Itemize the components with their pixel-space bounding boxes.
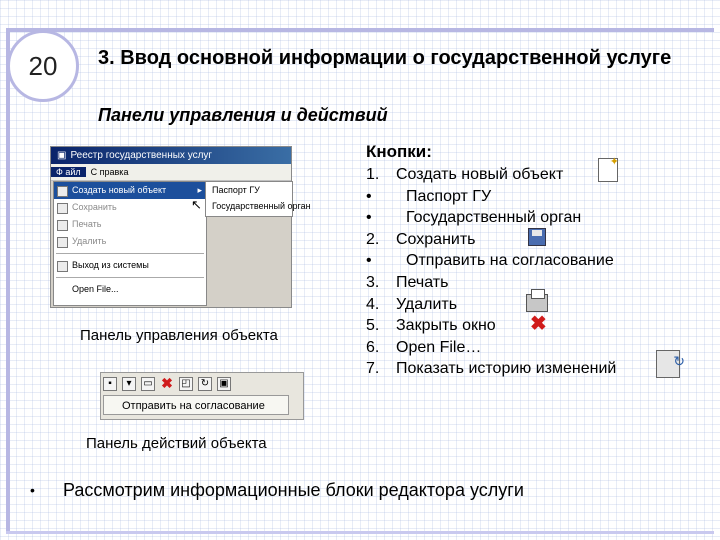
buttons-list — [366, 164, 616, 380]
list-marker: 3. — [366, 273, 380, 291]
action-panel-caption: Панель действий объекта — [86, 435, 267, 452]
print-icon — [526, 294, 548, 312]
control-panel-caption: Панель управления объекта — [80, 327, 278, 344]
mouse-cursor-icon: ↖ — [191, 197, 202, 212]
menu-item-label: Удалить — [72, 236, 107, 246]
menu-separator — [56, 277, 204, 278]
open-file-icon[interactable]: ◰ — [179, 377, 193, 391]
action-toolbar — [103, 376, 231, 392]
save-icon — [57, 203, 68, 214]
new-object-icon — [598, 158, 618, 182]
print-icon[interactable]: ▭ — [141, 377, 155, 391]
menu-separator — [56, 253, 204, 254]
menu-item-save[interactable] — [54, 199, 206, 216]
history-icon — [656, 350, 680, 378]
menu-bar — [51, 164, 291, 181]
list-marker: 1. — [366, 166, 380, 183]
list-item — [366, 358, 616, 380]
menu-item-label: Выход из системы — [72, 260, 149, 270]
list-marker: 2. — [366, 230, 380, 248]
slide-frame-left — [6, 28, 10, 532]
list-marker: • — [366, 252, 372, 270]
list-item-label: Open File… — [396, 338, 482, 356]
list-marker: 5. — [366, 317, 380, 335]
menu-item-label: Создать новый объект — [72, 185, 167, 195]
window-icon: ▣ — [57, 150, 67, 161]
submenu-item-passport[interactable]: Паспорт ГУ — [212, 185, 260, 195]
menu-item-delete[interactable] — [54, 233, 206, 250]
save-icon[interactable]: ▪ — [103, 377, 117, 391]
list-marker: 7. — [366, 360, 380, 378]
menu-item-label: Open File... — [72, 284, 119, 294]
list-item-label: Отправить на согласование — [406, 252, 614, 270]
window-title-bar — [51, 147, 291, 164]
list-item — [366, 164, 616, 186]
slide-frame-top — [6, 28, 714, 32]
list-item — [366, 250, 616, 272]
list-item — [366, 272, 616, 294]
menu-item-label: Печать — [72, 219, 102, 229]
list-marker: • — [366, 187, 372, 205]
list-item-label: Закрыть окно — [396, 317, 496, 335]
list-item — [366, 186, 616, 208]
list-item-label: Паспорт ГУ — [406, 187, 492, 205]
list-item-label: Сохранить — [396, 230, 476, 248]
menu-item-create-new[interactable] — [54, 182, 206, 199]
list-marker: • — [366, 209, 372, 227]
slide-subtitle: Панели управления и действий — [98, 105, 388, 125]
submenu-item-gov-body[interactable]: Государственный орган — [212, 201, 311, 211]
slide-title: 3. Ввод основной информации о государственной услуге — [98, 47, 672, 69]
menu-item-logout[interactable] — [54, 257, 206, 274]
list-item-label: Создать новый объект — [396, 166, 564, 183]
menu-help[interactable]: С правка — [90, 167, 129, 177]
buttons-heading: Кнопки: — [366, 142, 432, 161]
dropdown-arrow-icon[interactable]: ▾ — [122, 377, 136, 391]
slide-number: 20 — [7, 30, 79, 102]
logout-icon — [57, 261, 68, 272]
list-marker: 4. — [366, 295, 380, 313]
close-icon: ✖ — [530, 313, 547, 335]
delete-icon[interactable]: ✖ — [161, 375, 173, 391]
window-title: Реестр государственных услуг — [70, 150, 213, 161]
file-menu — [53, 181, 207, 306]
menu-item-label: Сохранить — [72, 202, 117, 212]
menu-item-print[interactable] — [54, 216, 206, 233]
footer-bullet: • — [30, 482, 35, 498]
new-object-icon — [57, 186, 68, 197]
list-item — [366, 294, 616, 316]
menu-item-open-file[interactable] — [54, 281, 206, 298]
submenu-arrow-icon: ▸ — [197, 185, 202, 195]
save-icon — [528, 228, 546, 246]
action-panel-screenshot — [100, 372, 304, 420]
create-submenu — [205, 181, 311, 217]
list-item-label: Показать историю изменений — [396, 360, 617, 378]
list-item-label: Удалить — [396, 295, 458, 313]
list-item-label: Печать — [396, 273, 449, 291]
slide-frame-bottom — [6, 531, 714, 534]
delete-icon — [57, 237, 68, 248]
menu-file[interactable]: Ф айл — [51, 167, 86, 177]
footer-text: Рассмотрим информационные блоки редактора услуги — [63, 480, 524, 500]
list-item — [366, 207, 616, 229]
history-icon[interactable]: ↻ — [198, 377, 212, 391]
list-item — [366, 315, 616, 337]
list-item — [366, 229, 616, 251]
list-item-label: Государственный орган — [406, 209, 582, 227]
close-window-icon[interactable]: ▣ — [217, 377, 231, 391]
list-marker: 6. — [366, 338, 380, 356]
print-icon — [57, 220, 68, 231]
send-for-approval-item[interactable]: Отправить на согласование — [103, 395, 289, 415]
list-item — [366, 337, 616, 359]
control-panel-screenshot — [50, 146, 311, 308]
